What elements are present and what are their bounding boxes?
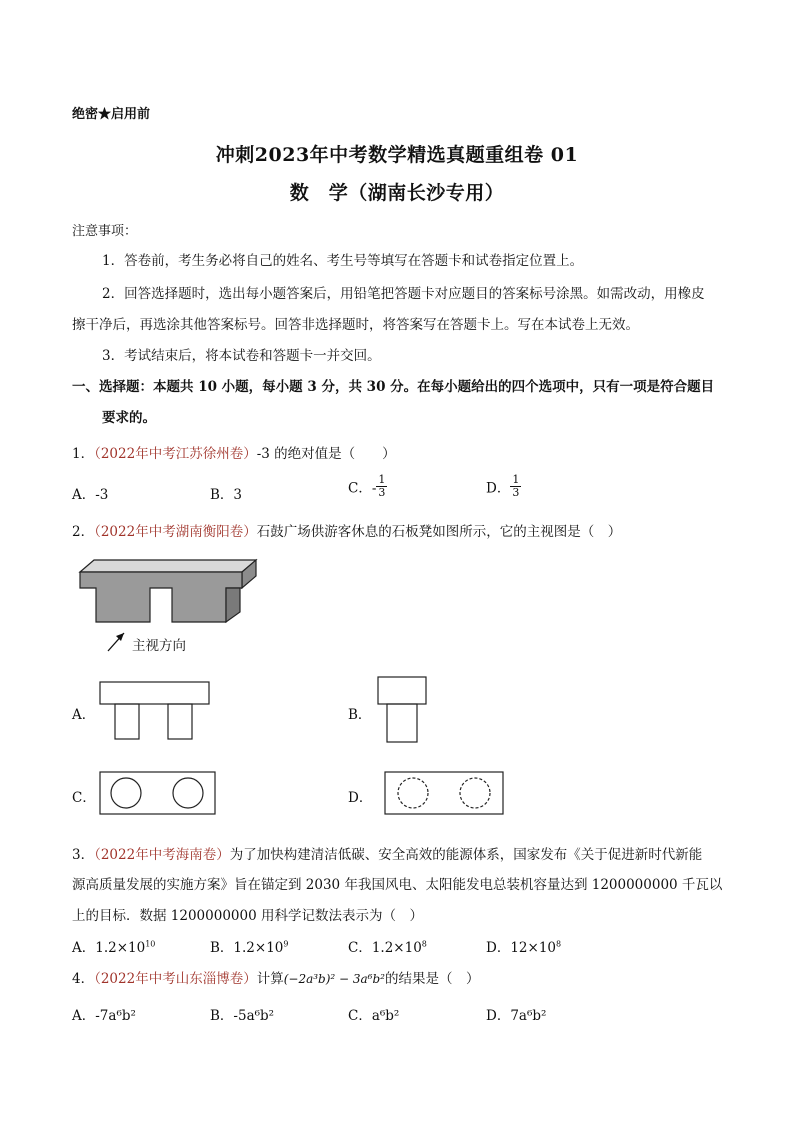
option-exponent: 9 [283,939,289,949]
question-number: 4． [72,971,95,987]
q2-option-a[interactable]: A． [72,707,96,723]
question-number: 2． [72,524,95,540]
note-item-3: 3．考试结束后，将本试卷和答题卡一并交回。 [102,348,381,364]
option-c-left-circle [111,778,141,808]
bench-leg-side [226,588,240,622]
option-b-leg [387,704,417,742]
question-source: （2022年中考湖南衡阳卷） [94,524,257,540]
option-exponent: 8 [421,939,427,949]
option-a-right-leg [168,704,192,739]
question-stem: -3 的绝对值是（ ） [256,446,396,462]
question-number: 3． [72,847,95,863]
question-number: 1． [72,446,95,462]
option-c-frame [100,772,215,814]
bench-top-face [80,560,256,572]
section-heading: 一、选择题：本题共 10 小题，每小题 3 分，共 30 分。在每小题给出的四个选项中，只有一项是符合题目 [72,379,715,395]
option-d-left-circle [398,778,428,808]
option-label: C．- [348,480,377,497]
option-d-frame [385,772,503,814]
option-text: A．1.2×10 [72,940,146,956]
option-text: D．12×10 [486,940,556,956]
question-stem-post: 的结果是（ ） [385,971,480,987]
option-a-top [100,682,209,704]
confidential-mark: 绝密★启用前 [72,107,151,122]
note-item-1: 1．答卷前，考生务必将自己的姓名、考生号等填写在答题卡和试卷指定位置上。 [102,253,584,269]
question-stem: 石鼓广场供游客休息的石板凳如图所示，它的主视图是（ ） [256,524,622,540]
question-3-line-3: 上的目标．数据 1200000000 用科学记数法表示为（ ） [72,908,423,924]
q4-option-b[interactable]: B．-5a⁶b² [210,1008,275,1024]
q4-option-c[interactable]: C．a⁶b² [348,1008,400,1024]
fraction-numerator: 1 [512,473,520,486]
question-stem: 为了加快构建清洁低碳、安全高效的能源体系，国家发布《关于促进新时代新能 [229,847,703,863]
fraction-denominator: 3 [378,486,386,499]
q3-option-c[interactable] [348,936,427,956]
q4-option-d[interactable]: D．7a⁶b² [486,1008,547,1024]
question-stem-pre: 计算 [256,971,284,987]
question-3 [72,843,702,863]
page-subtitle: 数 学（湖南长沙专用） [289,182,505,204]
q1-option-a[interactable]: A．-3 [72,487,109,503]
option-text: C．1.2×10 [348,940,422,956]
question-source: （2022年中考山东淄博卷） [94,971,257,987]
notes-heading: 注意事项： [72,224,138,239]
option-label: D． [486,480,511,497]
q1-option-b[interactable]: B．3 [210,487,243,503]
q2-option-b[interactable]: B． [348,707,372,723]
option-b-top [378,677,426,704]
section-heading-cont: 要求的。 [102,410,156,426]
note-item-2-cont: 擦干净后，再选涂其他答案标号。回答非选择题时，将答案写在答题卡上。写在本试卷上无效。 [72,317,639,333]
question-3-line-2: 源高质量发展的实施方案》旨在锚定到 2030 年我国风电、太阳能发电总装机容量达到 1200000000 千瓦以 [72,877,723,893]
q2-option-c[interactable]: C． [72,790,96,806]
option-exponent: 10 [145,939,156,949]
question-source: （2022年中考海南卷） [94,847,230,863]
fraction-numerator: 1 [378,473,386,486]
option-exponent: 8 [556,939,562,949]
page-title: 冲刺2023年中考数学精选真题重组卷 01 [215,144,579,166]
q3-option-b[interactable] [210,936,288,956]
option-text: B．1.2×10 [210,940,284,956]
view-direction-label: 主视方向 [132,638,186,654]
math-expression: (−2a³b)² − 3a⁶b² [283,972,385,986]
option-a-left-leg [115,704,139,739]
q4-option-a[interactable]: A．-7a⁶b² [72,1008,136,1024]
option-d-right-circle [460,778,490,808]
option-c-right-circle [173,778,203,808]
q2-option-d[interactable]: D． [348,790,373,806]
fraction-denominator: 3 [512,486,520,499]
question-4 [72,967,480,987]
bench-front-face [80,572,242,622]
question-source: （2022年中考江苏徐州卷） [94,446,257,462]
q3-option-a[interactable] [72,936,155,956]
q3-option-d[interactable] [486,936,561,956]
note-item-2: 2．回答选择题时，选出每小题答案后，用铅笔把答题卡对应题目的答案标号涂黑。如需改动，用橡皮 [102,286,705,302]
